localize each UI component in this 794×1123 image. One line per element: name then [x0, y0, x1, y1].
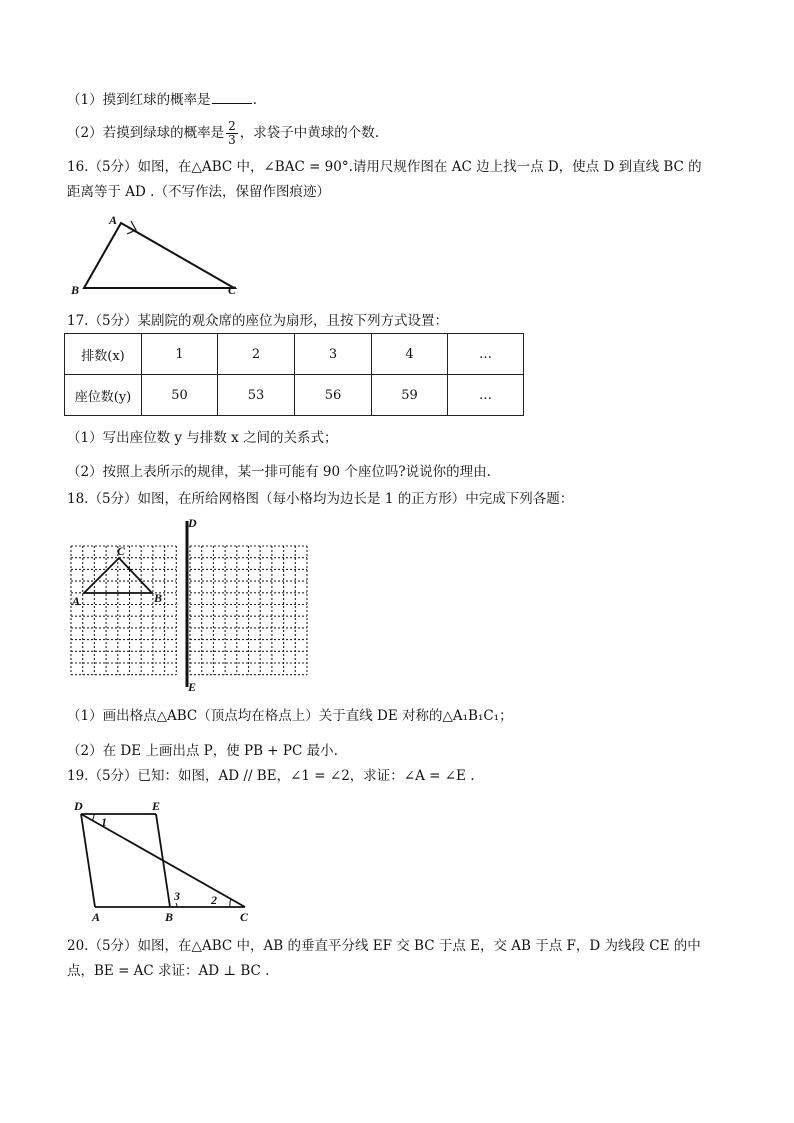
- table-cell: 53: [218, 375, 295, 416]
- q16-stem-line2: 距离等于 AD .（不写作法，保留作图痕迹）: [67, 184, 330, 200]
- answer-blank: [212, 91, 252, 104]
- angle-label-3: 3: [174, 889, 180, 903]
- q15-part2: （2）若摸到绿球的概率是 $\frac{2}{3}$ ，求袋子中黄球的个数.: [67, 119, 380, 147]
- table-cell: 3: [295, 334, 372, 375]
- table-row: [65, 334, 524, 375]
- q20-stem-line1: 20.（5分）如图，在△ABC 中，AB 的垂直平分线 EF 交 BC 于点 E，交 AB 于点 F，D 为线段 CE 的中: [67, 938, 701, 954]
- fig19-label-e: E: [152, 799, 161, 813]
- seat-table: [64, 333, 524, 416]
- q18-part2: （2）在 DE 上画出点 P，使 PB + PC 最小.: [67, 743, 338, 759]
- angle-label-2: 2: [211, 893, 217, 907]
- q15-part1: （1）摸到红球的概率是 .: [67, 92, 257, 108]
- fraction-two-thirds: $\frac{2}{3}$: [228, 119, 236, 147]
- q19-stem: 19.（5分）已知：如图，AD // BE，∠1 = ∠2，求证：∠A = ∠E .: [67, 768, 475, 784]
- q17-part2: （2）按照上表所示的规律，某一排可能有 90 个座位吗?说说你的理由.: [67, 464, 491, 480]
- fig19-label-b: B: [165, 910, 174, 924]
- q16-triangle-figure: [64, 212, 254, 297]
- table-cell: 1: [142, 334, 218, 375]
- q18-part1: （1）画出格点△ABC（顶点均在格点上）关于直线 DE 对称的△A₁B₁C₁；: [67, 708, 513, 724]
- table-cell: 59: [372, 375, 448, 416]
- row-header-rows: 排数(x): [65, 334, 142, 375]
- table-cell: 4: [372, 334, 448, 375]
- q18-stem: 18.（5分）如图，在所给网格图（每小格均为边长是 1 的正方形）中完成下列各题：: [67, 491, 574, 507]
- q17-part1: （1）写出座位数 y 与排数 x 之间的关系式；: [67, 430, 338, 446]
- fig19-label-a: A: [92, 910, 101, 924]
- table-row: [65, 375, 524, 416]
- table-cell: 2: [218, 334, 295, 375]
- row-header-seats: 座位数(y): [65, 375, 142, 416]
- table-cell: …: [448, 334, 524, 375]
- grid-label-c: C: [117, 544, 126, 558]
- grid-label-a: A: [72, 594, 81, 608]
- table-cell: 50: [142, 375, 218, 416]
- grid-label-b: B: [154, 591, 163, 605]
- grid-label-d: D: [188, 516, 197, 530]
- vertex-label-a: A: [109, 213, 118, 227]
- q17-stem: 17.（5分）某剧院的观众席的座位为扇形，且按下列方式设置：: [67, 313, 449, 329]
- angle-label-1: 1: [101, 815, 107, 829]
- vertex-label-c: C: [228, 283, 237, 297]
- fig19-label-d: D: [74, 799, 83, 813]
- grid-label-e: E: [188, 680, 197, 694]
- q16-stem-line1: 16.（5分）如图，在△ABC 中，∠BAC = 90°.请用尺规作图在 AC 边上找一点 D，使点 D 到直线 BC 的: [67, 159, 702, 175]
- dotted-grid: [71, 546, 307, 675]
- vertex-label-b: B: [71, 283, 80, 297]
- table-cell: 56: [295, 375, 372, 416]
- q19-figure: [62, 800, 262, 925]
- q20-stem-line2: 点，BE = AC 求证：AD ⊥ BC .: [67, 963, 270, 979]
- table-cell: …: [448, 375, 524, 416]
- fig19-label-c: C: [240, 910, 249, 924]
- q18-grid-figure: [60, 515, 320, 695]
